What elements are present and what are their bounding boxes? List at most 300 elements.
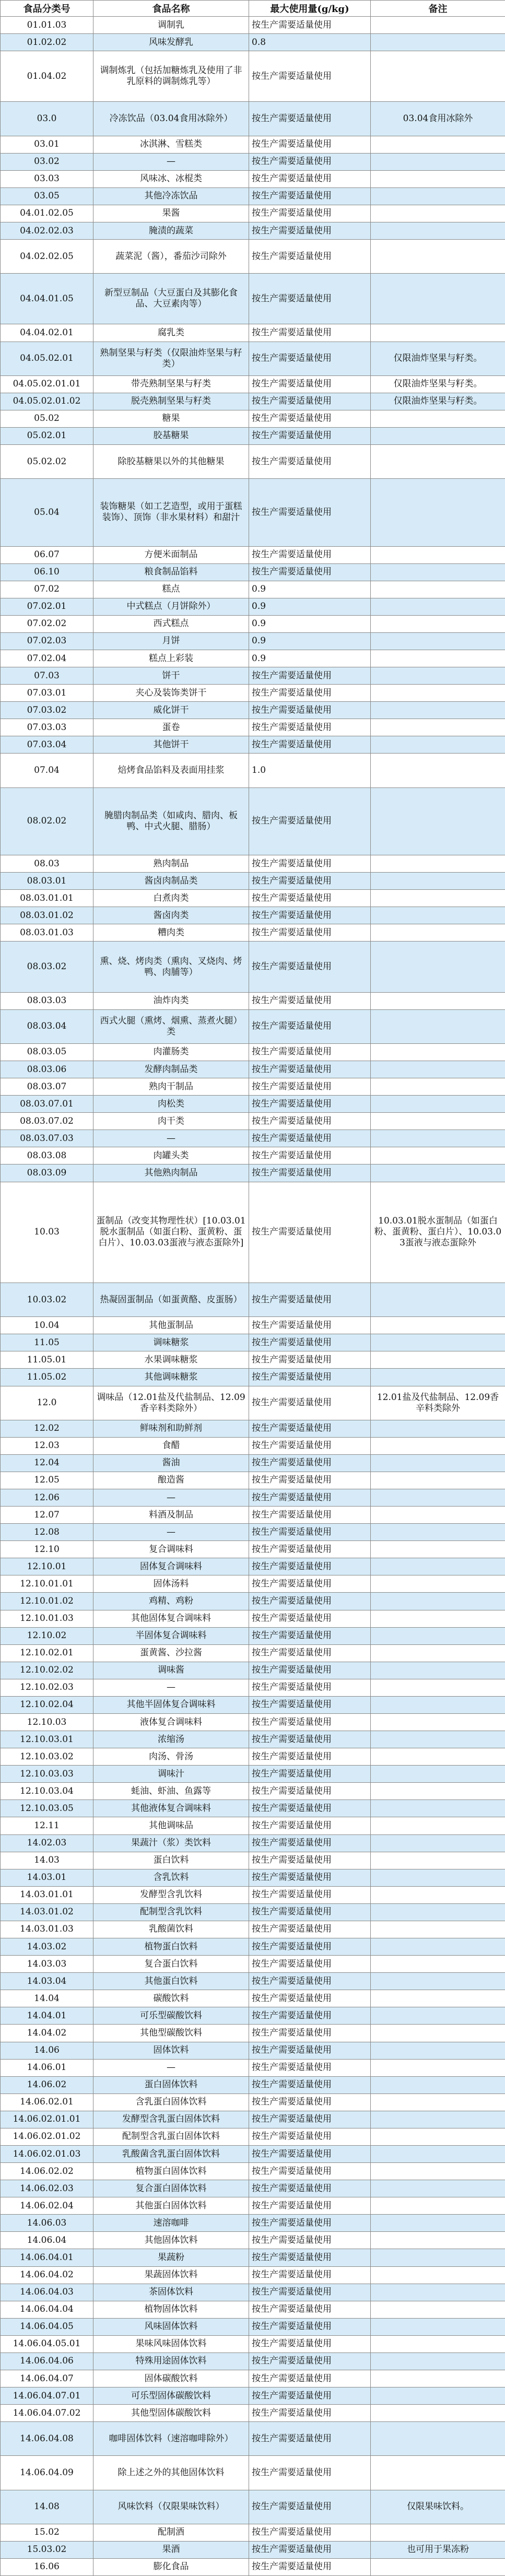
cell-remarks xyxy=(371,1679,505,1696)
cell-max-usage: 按生产需要适量使用 xyxy=(249,1973,371,1990)
cell-food-name: 腌腊肉制品类（如咸肉、腊肉、板鸭、中式火腿、腊肠） xyxy=(93,787,249,855)
table-row xyxy=(1,2076,505,2093)
cell-max-usage: 按生产需要适量使用 xyxy=(249,2558,371,2575)
cell-food-category-code: 14.06.04.02 xyxy=(1,2266,93,2284)
cell-food-category-code: 12.10.02.04 xyxy=(1,1696,93,1713)
cell-food-category-code: 05.04 xyxy=(1,479,93,546)
cell-food-name: 含乳饮料 xyxy=(93,1869,249,1886)
table-row xyxy=(1,1834,505,1852)
cell-food-name: 其他液体复合调味料 xyxy=(93,1800,249,1817)
cell-remarks xyxy=(371,873,505,890)
cell-max-usage: 按生产需要适量使用 xyxy=(249,187,371,205)
table-row xyxy=(1,1593,505,1610)
table-row xyxy=(1,187,505,205)
table-row xyxy=(1,907,505,924)
cell-food-name: 复合调味料 xyxy=(93,1541,249,1558)
cell-food-name: 带壳熟制坚果与籽类 xyxy=(93,375,249,393)
cell-food-name: 其他型碳酸饮料 xyxy=(93,2025,249,2042)
cell-remarks xyxy=(371,324,505,342)
cell-max-usage: 按生产需要适量使用 xyxy=(249,2111,371,2128)
cell-food-category-code: 07.02.01 xyxy=(1,598,93,615)
cell-food-name: 果蔬粉 xyxy=(93,2249,249,2266)
cell-food-category-code: 14.03.01.03 xyxy=(1,1921,93,1938)
table-row xyxy=(1,2163,505,2180)
cell-food-category-code: 14.06.02.01.01 xyxy=(1,2111,93,2128)
cell-food-name: 可乐型碳酸饮料 xyxy=(93,2007,249,2025)
table-row xyxy=(1,1009,505,1043)
table-row xyxy=(1,479,505,546)
cell-food-category-code: 12.10.02.03 xyxy=(1,1679,93,1696)
cell-remarks xyxy=(371,2059,505,2076)
table-row xyxy=(1,2541,505,2558)
table-row xyxy=(1,2456,505,2490)
cell-remarks xyxy=(371,153,505,170)
cell-max-usage: 按生产需要适量使用 xyxy=(249,2301,371,2318)
cell-food-name: 料酒及制品 xyxy=(93,1507,249,1524)
cell-remarks xyxy=(371,2180,505,2197)
cell-remarks xyxy=(371,2405,505,2422)
cell-max-usage: 按生产需要适量使用 xyxy=(249,17,371,34)
cell-remarks xyxy=(371,787,505,855)
cell-food-category-code: 01.01.03 xyxy=(1,17,93,34)
cell-max-usage: 按生产需要适量使用 xyxy=(249,1662,371,1679)
table-row xyxy=(1,1078,505,1096)
cell-max-usage: 按生产需要适量使用 xyxy=(249,2249,371,2266)
cell-food-category-code: 12.10.01.01 xyxy=(1,1575,93,1593)
cell-food-name: 方便米面制品 xyxy=(93,546,249,563)
cell-food-category-code: 08.03.04 xyxy=(1,1009,93,1043)
cell-remarks xyxy=(371,2352,505,2370)
cell-remarks xyxy=(371,650,505,667)
cell-remarks xyxy=(371,240,505,274)
cell-remarks xyxy=(371,1043,505,1061)
cell-food-name: 西式火腿（熏烤、烟熏、蒸煮火腿）类 xyxy=(93,1009,249,1043)
cell-remarks xyxy=(371,1078,505,1096)
cell-food-category-code: 14.08 xyxy=(1,2490,93,2524)
cell-max-usage: 按生产需要适量使用 xyxy=(249,546,371,563)
cell-food-name: 茶固体饮料 xyxy=(93,2284,249,2301)
cell-food-category-code: 12.10.01.02 xyxy=(1,1593,93,1610)
table-row xyxy=(1,342,505,375)
cell-food-category-code: 08.03.06 xyxy=(1,1061,93,1078)
table-row xyxy=(1,1627,505,1644)
cell-food-category-code: 08.03 xyxy=(1,855,93,873)
cell-food-category-code: 07.03.03 xyxy=(1,719,93,736)
table-row xyxy=(1,2145,505,2162)
cell-food-name: 新型豆制品（大豆蛋白及其膨化食品、大豆素肉等） xyxy=(93,274,249,324)
cell-food-category-code: 08.03.05 xyxy=(1,1043,93,1061)
cell-food-category-code: 07.03 xyxy=(1,667,93,685)
cell-max-usage: 按生产需要适量使用 xyxy=(249,1541,371,1558)
cell-food-category-code: 14.03.01.01 xyxy=(1,1886,93,1903)
table-row xyxy=(1,2301,505,2318)
cell-remarks xyxy=(371,2558,505,2575)
cell-remarks xyxy=(371,17,505,34)
cell-food-name: 果味风味固体饮料 xyxy=(93,2335,249,2352)
cell-remarks xyxy=(371,2524,505,2541)
cell-food-category-code: 12.10.01 xyxy=(1,1558,93,1575)
cell-remarks xyxy=(371,1061,505,1078)
cell-max-usage: 按生产需要适量使用 xyxy=(249,2318,371,2335)
cell-remarks xyxy=(371,2232,505,2249)
cell-max-usage: 按生产需要适量使用 xyxy=(249,2076,371,2093)
table-row xyxy=(1,427,505,444)
cell-food-category-code: 14.06.04.07.01 xyxy=(1,2387,93,2405)
cell-food-category-code: 11.05 xyxy=(1,1334,93,1351)
cell-remarks xyxy=(371,34,505,51)
cell-remarks xyxy=(371,1096,505,1113)
cell-food-name: 酿造酱 xyxy=(93,1472,249,1489)
cell-food-name: 复合蛋白固体饮料 xyxy=(93,2180,249,2197)
cell-food-category-code: 12.08 xyxy=(1,1524,93,1541)
cell-food-name: 脱壳熟制坚果与籽类 xyxy=(93,393,249,410)
cell-remarks xyxy=(371,136,505,153)
cell-max-usage: 按生产需要适量使用 xyxy=(249,1938,371,1956)
cell-food-name: 其他固体复合调味料 xyxy=(93,1610,249,1627)
cell-remarks xyxy=(371,563,505,581)
cell-food-category-code: 12.10.03.01 xyxy=(1,1731,93,1748)
cell-food-name: 蔬菜泥（酱），番茄沙司除外 xyxy=(93,240,249,274)
cell-max-usage: 按生产需要适量使用 xyxy=(249,1903,371,1921)
cell-food-category-code: 14.04 xyxy=(1,1990,93,2007)
cell-remarks xyxy=(371,222,505,239)
table-row xyxy=(1,1351,505,1369)
cell-max-usage: 按生产需要适量使用 xyxy=(249,1990,371,2007)
table-row xyxy=(1,667,505,685)
cell-max-usage: 按生产需要适量使用 xyxy=(249,2163,371,2180)
table-row xyxy=(1,2197,505,2215)
cell-food-name: 风味固体饮料 xyxy=(93,2318,249,2335)
cell-remarks xyxy=(371,1575,505,1593)
table-row xyxy=(1,685,505,702)
cell-food-category-code: 14.03.04 xyxy=(1,1973,93,1990)
table-row xyxy=(1,1283,505,1317)
table-row xyxy=(1,563,505,581)
table-row xyxy=(1,445,505,479)
cell-food-name: — xyxy=(93,1524,249,1541)
cell-food-name: 复合蛋白饮料 xyxy=(93,1956,249,1973)
table-row xyxy=(1,615,505,632)
table-row xyxy=(1,1679,505,1696)
cell-max-usage: 按生产需要适量使用 xyxy=(249,1351,371,1369)
cell-food-name: 乳酸菌含乳蛋白固体饮料 xyxy=(93,2145,249,2162)
cell-food-category-code: 08.03.08 xyxy=(1,1147,93,1165)
cell-remarks xyxy=(371,1714,505,1731)
table-row xyxy=(1,598,505,615)
cell-food-name: 除胶基糖果以外的其他糖果 xyxy=(93,445,249,479)
cell-food-name: 果酒 xyxy=(93,2541,249,2558)
table-row xyxy=(1,890,505,907)
cell-max-usage: 按生产需要适量使用 xyxy=(249,1956,371,1973)
table-row xyxy=(1,2180,505,2197)
table-row xyxy=(1,1437,505,1454)
cell-food-name: 浓缩汤 xyxy=(93,1731,249,1748)
cell-remarks xyxy=(371,632,505,650)
cell-food-category-code: 14.03 xyxy=(1,1852,93,1869)
cell-max-usage: 按生产需要适量使用 xyxy=(249,855,371,873)
table-row xyxy=(1,702,505,719)
cell-food-name: 固体复合调味料 xyxy=(93,1558,249,1575)
cell-food-category-code: 04.05.02.01 xyxy=(1,342,93,375)
cell-remarks xyxy=(371,479,505,546)
cell-food-category-code: 14.06.04.06 xyxy=(1,2352,93,2370)
cell-max-usage: 按生产需要适量使用 xyxy=(249,136,371,153)
cell-max-usage: 按生产需要适量使用 xyxy=(249,2335,371,2352)
cell-food-category-code: 14.04.02 xyxy=(1,2025,93,2042)
table-row xyxy=(1,2335,505,2352)
cell-food-name: 发酵型含乳蛋白固体饮料 xyxy=(93,2111,249,2128)
cell-remarks xyxy=(371,1610,505,1627)
table-row xyxy=(1,855,505,873)
cell-food-name: 调味酱 xyxy=(93,1662,249,1679)
cell-remarks xyxy=(371,1748,505,1766)
cell-food-category-code: 14.03.01 xyxy=(1,1869,93,1886)
cell-food-name: 蛋黄酱、沙拉酱 xyxy=(93,1644,249,1662)
cell-max-usage: 按生产需要适量使用 xyxy=(249,2456,371,2490)
cell-remarks: 仅限果味饮料。 xyxy=(371,2490,505,2524)
cell-remarks xyxy=(371,1938,505,1956)
cell-remarks xyxy=(371,924,505,942)
cell-remarks xyxy=(371,2266,505,2284)
cell-max-usage: 按生产需要适量使用 xyxy=(249,2042,371,2059)
cell-remarks xyxy=(371,992,505,1009)
cell-food-name: 粮食制品馅料 xyxy=(93,563,249,581)
cell-food-name: 腌渍的蔬菜 xyxy=(93,222,249,239)
cell-food-name: 果酱 xyxy=(93,205,249,222)
cell-max-usage: 按生产需要适量使用 xyxy=(249,1437,371,1454)
cell-food-category-code: 03.02 xyxy=(1,153,93,170)
cell-max-usage: 按生产需要适量使用 xyxy=(249,2387,371,2405)
cell-remarks xyxy=(371,702,505,719)
table-row xyxy=(1,393,505,410)
cell-max-usage: 按生产需要适量使用 xyxy=(249,1644,371,1662)
cell-max-usage: 按生产需要适量使用 xyxy=(249,1627,371,1644)
cell-food-category-code: 14.06.01 xyxy=(1,2059,93,2076)
table-row xyxy=(1,1507,505,1524)
cell-food-name: 肉松类 xyxy=(93,1096,249,1113)
cell-food-category-code: 12.06 xyxy=(1,1489,93,1507)
cell-food-name: 半固体复合调味料 xyxy=(93,1627,249,1644)
cell-max-usage: 按生产需要适量使用 xyxy=(249,2284,371,2301)
cell-food-category-code: 08.03.07.02 xyxy=(1,1113,93,1130)
cell-max-usage: 按生产需要适量使用 xyxy=(249,1130,371,1147)
cell-max-usage: 按生产需要适量使用 xyxy=(249,2422,371,2456)
cell-food-name: 其他型固体碳酸饮料 xyxy=(93,2405,249,2422)
table-row xyxy=(1,787,505,855)
table-row xyxy=(1,1886,505,1903)
cell-food-name: 腐乳类 xyxy=(93,324,249,342)
table-row xyxy=(1,2422,505,2456)
cell-food-name: 蛋白固体饮料 xyxy=(93,2076,249,2093)
cell-max-usage: 按生产需要适量使用 xyxy=(249,1182,371,1283)
cell-max-usage: 按生产需要适量使用 xyxy=(249,1731,371,1748)
cell-food-category-code: 03.05 xyxy=(1,187,93,205)
cell-food-category-code: 12.10 xyxy=(1,1541,93,1558)
cell-food-category-code: 12.03 xyxy=(1,1437,93,1454)
table-row xyxy=(1,2059,505,2076)
cell-food-category-code: 12.07 xyxy=(1,1507,93,1524)
cell-food-name: 风味饮料（仅限果味饮料） xyxy=(93,2490,249,2524)
table-row xyxy=(1,2387,505,2405)
table-row xyxy=(1,153,505,170)
table-row xyxy=(1,2042,505,2059)
table-row xyxy=(1,1454,505,1472)
cell-food-category-code: 07.02 xyxy=(1,581,93,598)
cell-remarks xyxy=(371,2007,505,2025)
cell-food-name: 调制炼乳（包括加糖炼乳及使用了非乳原料的调制炼乳等） xyxy=(93,51,249,102)
table-row xyxy=(1,1524,505,1541)
cell-food-category-code: 08.03.01.03 xyxy=(1,924,93,942)
cell-food-category-code: 04.01.02.05 xyxy=(1,205,93,222)
table-row xyxy=(1,1182,505,1283)
table-body xyxy=(1,17,505,2576)
cell-food-category-code: 12.10.03.03 xyxy=(1,1766,93,1783)
cell-food-category-code: 12.0 xyxy=(1,1386,93,1420)
table-row xyxy=(1,1165,505,1182)
cell-food-name: — xyxy=(93,1679,249,1696)
cell-max-usage: 按生产需要适量使用 xyxy=(249,924,371,942)
cell-max-usage: 按生产需要适量使用 xyxy=(249,736,371,754)
table-row xyxy=(1,1610,505,1627)
table-row xyxy=(1,324,505,342)
cell-food-name: 肉灌肠类 xyxy=(93,1043,249,1061)
cell-food-name: 速溶咖啡 xyxy=(93,2215,249,2232)
cell-remarks xyxy=(371,2456,505,2490)
table-row xyxy=(1,222,505,239)
cell-max-usage: 按生产需要适量使用 xyxy=(249,2059,371,2076)
cell-max-usage: 按生产需要适量使用 xyxy=(249,274,371,324)
cell-food-category-code: 14.06.02.01.02 xyxy=(1,2128,93,2145)
table-row xyxy=(1,942,505,992)
cell-remarks xyxy=(371,1956,505,1973)
cell-food-category-code: 12.10.03.05 xyxy=(1,1800,93,1817)
cell-food-name: 固体汤料 xyxy=(93,1575,249,1593)
cell-remarks xyxy=(371,615,505,632)
cell-remarks: 10.03.01脱水蛋制品（如蛋白粉、蛋黄粉、蛋白片）、10.03.03蛋液与液态蛋除外 xyxy=(371,1182,505,1283)
cell-max-usage: 按生产需要适量使用 xyxy=(249,2025,371,2042)
cell-food-category-code: 08.03.07.01 xyxy=(1,1096,93,1113)
table-row xyxy=(1,2215,505,2232)
cell-food-name: 配制型含乳饮料 xyxy=(93,1903,249,1921)
cell-max-usage: 按生产需要适量使用 xyxy=(249,2093,371,2111)
table-row xyxy=(1,1956,505,1973)
table-row xyxy=(1,1714,505,1731)
cell-food-name: 其他冷冻饮品 xyxy=(93,187,249,205)
cell-remarks xyxy=(371,1644,505,1662)
cell-remarks xyxy=(371,2197,505,2215)
table-row xyxy=(1,2524,505,2541)
cell-remarks xyxy=(371,1147,505,1165)
cell-remarks xyxy=(371,1113,505,1130)
cell-max-usage: 按生产需要适量使用 xyxy=(249,2007,371,2025)
cell-remarks xyxy=(371,445,505,479)
cell-food-name: 风味发酵乳 xyxy=(93,34,249,51)
cell-food-name: 装饰糖果（如工艺造型，或用于蛋糕装饰）、顶饰（非水果材料）和甜汁 xyxy=(93,479,249,546)
cell-food-name: 熟肉制品 xyxy=(93,855,249,873)
cell-remarks xyxy=(371,855,505,873)
cell-remarks xyxy=(371,598,505,615)
cell-max-usage: 按生产需要适量使用 xyxy=(249,1524,371,1541)
table-row xyxy=(1,1990,505,2007)
cell-remarks xyxy=(371,2076,505,2093)
cell-remarks xyxy=(371,581,505,598)
table-row xyxy=(1,1938,505,1956)
table-row xyxy=(1,2007,505,2025)
cell-remarks xyxy=(371,890,505,907)
cell-max-usage: 0.9 xyxy=(249,598,371,615)
cell-max-usage: 按生产需要适量使用 xyxy=(249,240,371,274)
cell-food-category-code: 12.10.02.01 xyxy=(1,1644,93,1662)
cell-max-usage: 按生产需要适量使用 xyxy=(249,1766,371,1783)
cell-food-name: 熟肉干制品 xyxy=(93,1078,249,1096)
cell-food-name: 其他熟肉制品 xyxy=(93,1165,249,1182)
cell-max-usage: 按生产需要适量使用 xyxy=(249,1610,371,1627)
table-row xyxy=(1,581,505,598)
cell-food-category-code: 14.06 xyxy=(1,2042,93,2059)
cell-food-category-code: 07.02.02 xyxy=(1,615,93,632)
cell-remarks xyxy=(371,1558,505,1575)
cell-food-category-code: 11.05.02 xyxy=(1,1369,93,1386)
cell-max-usage: 按生产需要适量使用 xyxy=(249,719,371,736)
cell-food-category-code: 14.06.03 xyxy=(1,2215,93,2232)
cell-remarks xyxy=(371,754,505,787)
cell-food-category-code: 05.02.02 xyxy=(1,445,93,479)
table-row xyxy=(1,1420,505,1437)
table-row xyxy=(1,17,505,34)
cell-max-usage: 按生产需要适量使用 xyxy=(249,1507,371,1524)
cell-food-category-code: 12.10.03.04 xyxy=(1,1783,93,1800)
cell-food-name: 饼干 xyxy=(93,667,249,685)
cell-food-name: 月饼 xyxy=(93,632,249,650)
cell-max-usage: 按生产需要适量使用 xyxy=(249,2128,371,2145)
cell-max-usage: 按生产需要适量使用 xyxy=(249,2232,371,2249)
cell-food-category-code: 07.02.03 xyxy=(1,632,93,650)
cell-food-category-code: 14.06.02.01 xyxy=(1,2093,93,2111)
table-row xyxy=(1,1644,505,1662)
cell-max-usage: 按生产需要适量使用 xyxy=(249,1009,371,1043)
cell-food-name: 调味糖浆 xyxy=(93,1334,249,1351)
cell-food-category-code: 08.03.01 xyxy=(1,873,93,890)
cell-max-usage: 按生产需要适量使用 xyxy=(249,1096,371,1113)
cell-remarks xyxy=(371,1283,505,1317)
cell-max-usage: 按生产需要适量使用 xyxy=(249,1800,371,1817)
cell-food-category-code: 08.03.07 xyxy=(1,1078,93,1096)
cell-food-category-code: 07.02.04 xyxy=(1,650,93,667)
table-row xyxy=(1,375,505,393)
cell-food-category-code: 10.04 xyxy=(1,1317,93,1334)
cell-remarks xyxy=(371,719,505,736)
cell-max-usage: 按生产需要适量使用 xyxy=(249,907,371,924)
table-row xyxy=(1,240,505,274)
cell-food-name: 其他蛋白固体饮料 xyxy=(93,2197,249,2215)
cell-food-category-code: 14.06.02.04 xyxy=(1,2197,93,2215)
cell-remarks xyxy=(371,1369,505,1386)
cell-max-usage: 按生产需要适量使用 xyxy=(249,1283,371,1317)
cell-remarks xyxy=(371,1731,505,1748)
table-row xyxy=(1,2128,505,2145)
cell-remarks xyxy=(371,942,505,992)
cell-remarks xyxy=(371,685,505,702)
cell-food-name: 蛋制品（改变其物理性状）[10.03.01脱水蛋制品（如蛋白粉、蛋黄粉、蛋白片）、10.03.03蛋液与液态蛋除外] xyxy=(93,1182,249,1283)
table-row xyxy=(1,1748,505,1766)
cell-remarks xyxy=(371,1317,505,1334)
cell-food-category-code: 16.06 xyxy=(1,2558,93,2575)
cell-remarks xyxy=(371,1165,505,1182)
cell-remarks xyxy=(371,1351,505,1369)
cell-food-name: 其他蛋制品 xyxy=(93,1317,249,1334)
table-row xyxy=(1,1766,505,1783)
table-header-row xyxy=(1,1,505,17)
